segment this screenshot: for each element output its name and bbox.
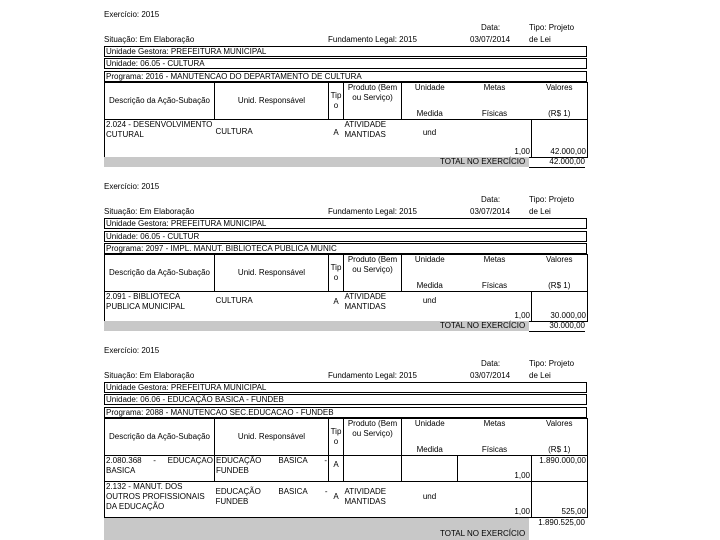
row-responsavel: CULTURA [215, 292, 329, 322]
row-metas: 1,00 [458, 120, 532, 158]
unidade-gestora-bar: Unidade Gestora: PREFEITURA MUNICIPAL [104, 382, 587, 393]
row-valores: 1.890.000,00 [532, 456, 588, 482]
row-tipo: A [329, 456, 344, 482]
col-tipo-header: Tipo [329, 83, 344, 120]
col-responsavel-header: Unid. Responsável [215, 255, 329, 292]
table-header-row [105, 255, 588, 292]
col-tipo-header: Tipo [329, 419, 344, 456]
row-responsavel: EDUCAÇÃO BASICA - FUNDEB [215, 456, 329, 482]
program-block-1 [104, 10, 587, 170]
total-value: 1.890.525,00 [538, 518, 585, 527]
acao-table [104, 418, 588, 518]
acao-table [104, 82, 588, 158]
col-tipo-header: Tipo [329, 255, 344, 292]
col-unidade-header: Unidade Medida [402, 255, 458, 292]
row-valores: 525,00 [532, 482, 588, 518]
programa-bar: Programa: 2088 - MANUTENCAO SEC.EDUCACAO - FUNDEB [104, 407, 587, 418]
table-row [105, 292, 588, 322]
row-produto: ATIVIDADE MANTIDAS [344, 482, 402, 518]
data-label: Data: [481, 359, 501, 368]
row-tipo: A [329, 482, 344, 518]
total-row [104, 321, 587, 331]
unidade-bar: Unidade: 06.05 - CULTURA [104, 58, 587, 69]
tipo-value: de Lei [529, 35, 551, 44]
data-value: 03/07/2014 [470, 371, 511, 380]
programa-bar: Programa: 2097 - IMPL. MANUT. BIBLIOTECA PUBLICA MUNIC [104, 243, 587, 254]
unidade-gestora-bar: Unidade Gestora: PREFEITURA MUNICIPAL [104, 46, 587, 57]
total-row [104, 157, 587, 167]
row-tipo: A [329, 292, 344, 322]
total-label: TOTAL NO EXERCÍCIO [440, 321, 526, 330]
data-value: 03/07/2014 [470, 35, 511, 44]
exercicio-label: Exercício: 2015 [104, 10, 160, 19]
col-metas-header: Metas Físicas [458, 255, 532, 292]
tipo-value: de Lei [529, 207, 551, 216]
row-valores: 30.000,00 [532, 292, 588, 322]
col-produto-header: Produto (Bem ou Serviço) [344, 83, 402, 120]
data-label: Data: [481, 195, 501, 204]
row-descricao: 2.091 - BIBLIOTECA PUBLICA MUNICIPAL [105, 292, 215, 322]
unidade-bar: Unidade: 06.06 - EDUCAÇÃO BASICA - FUNDEB [104, 394, 587, 405]
row-descricao: 2.080.368 - EDUCAÇAO BASICA [105, 456, 215, 482]
data-label: Data: [481, 23, 501, 32]
tipo-value: de Lei [529, 371, 551, 380]
program-block-3 [104, 346, 587, 540]
tipo-label: Tipo: Projeto [529, 195, 575, 204]
row-unidade: und [402, 482, 458, 518]
col-descricao-header: Descrição da Ação-Subação [105, 419, 215, 456]
col-unidade-header: Unidade Medida [402, 83, 458, 120]
unidade-gestora-bar: Unidade Gestora: PREFEITURA MUNICIPAL [104, 218, 587, 229]
situacao-label: Situação: Em Elaboração [104, 207, 195, 216]
row-metas: 1,00 [458, 482, 532, 518]
exercicio-label: Exercício: 2015 [104, 346, 160, 355]
fundamento-label: Fundamento Legal: 2015 [328, 371, 417, 380]
col-metas-header: Metas Físicas [458, 419, 532, 456]
row-unidade: und [402, 120, 458, 158]
unidade-bar: Unidade: 06.05 - CULTUR [104, 231, 587, 242]
row-metas: 1,00 [458, 456, 532, 482]
row-unidade [402, 456, 458, 482]
col-produto-header: Produto (Bem ou Serviço) [344, 255, 402, 292]
situacao-label: Situação: Em Elaboração [104, 371, 195, 380]
program-block-2 [104, 182, 587, 334]
situacao-label: Situação: Em Elaboração [104, 35, 195, 44]
total-label: TOTAL NO EXERCÍCIO [440, 529, 526, 538]
row-descricao: 2.024 - DESENVOLVIMENTO CUTURAL [105, 120, 215, 158]
row-produto: ATIVIDADE MANTIDAS [344, 292, 402, 322]
row-tipo: A [329, 120, 344, 158]
exercicio-label: Exercício: 2015 [104, 182, 160, 191]
table-row [105, 482, 588, 518]
col-responsavel-header: Unid. Responsável [215, 83, 329, 120]
fundamento-label: Fundamento Legal: 2015 [328, 35, 417, 44]
row-descricao: 2.132 - MANUT. DOS OUTROS PROFISSIONAIS DA EDUCAÇÃO [105, 482, 215, 518]
total-value: 30.000,00 [529, 321, 585, 332]
row-produto: ATIVIDADE MANTIDAS [344, 120, 402, 158]
total-value: 42.000,00 [529, 157, 585, 168]
row-unidade: und [402, 292, 458, 322]
acao-table [104, 254, 588, 322]
row-metas: 1,00 [458, 292, 532, 322]
col-valores-header: Valores (R$ 1) [532, 83, 588, 120]
tipo-label: Tipo: Projeto [529, 23, 575, 32]
col-produto-header: Produto (Bem ou Serviço) [344, 419, 402, 456]
col-descricao-header: Descrição da Ação-Subação [105, 83, 215, 120]
tipo-label: Tipo: Projeto [529, 359, 575, 368]
total-row [104, 518, 587, 540]
col-valores-header: Valores (R$ 1) [532, 419, 588, 456]
col-unidade-header: Unidade Medida [402, 419, 458, 456]
fundamento-label: Fundamento Legal: 2015 [328, 207, 417, 216]
col-metas-header: Metas Físicas [458, 83, 532, 120]
table-row [105, 456, 588, 482]
row-responsavel: CULTURA [215, 120, 329, 158]
row-valores: 42.000,00 [532, 120, 588, 158]
table-header-row [105, 83, 588, 120]
row-produto [344, 456, 402, 482]
row-responsavel: EDUCAÇÃO BASICA - FUNDEB [215, 482, 329, 518]
col-valores-header: Valores (R$ 1) [532, 255, 588, 292]
table-header-row [105, 419, 588, 456]
data-value: 03/07/2014 [470, 207, 511, 216]
col-descricao-header: Descrição da Ação-Subação [105, 255, 215, 292]
programa-bar: Programa: 2016 - MANUTENCAO DO DEPARTAMENTO DE CULTURA [104, 71, 587, 82]
total-label: TOTAL NO EXERCÍCIO [440, 157, 526, 166]
table-row [105, 120, 588, 158]
col-responsavel-header: Unid. Responsável [215, 419, 329, 456]
